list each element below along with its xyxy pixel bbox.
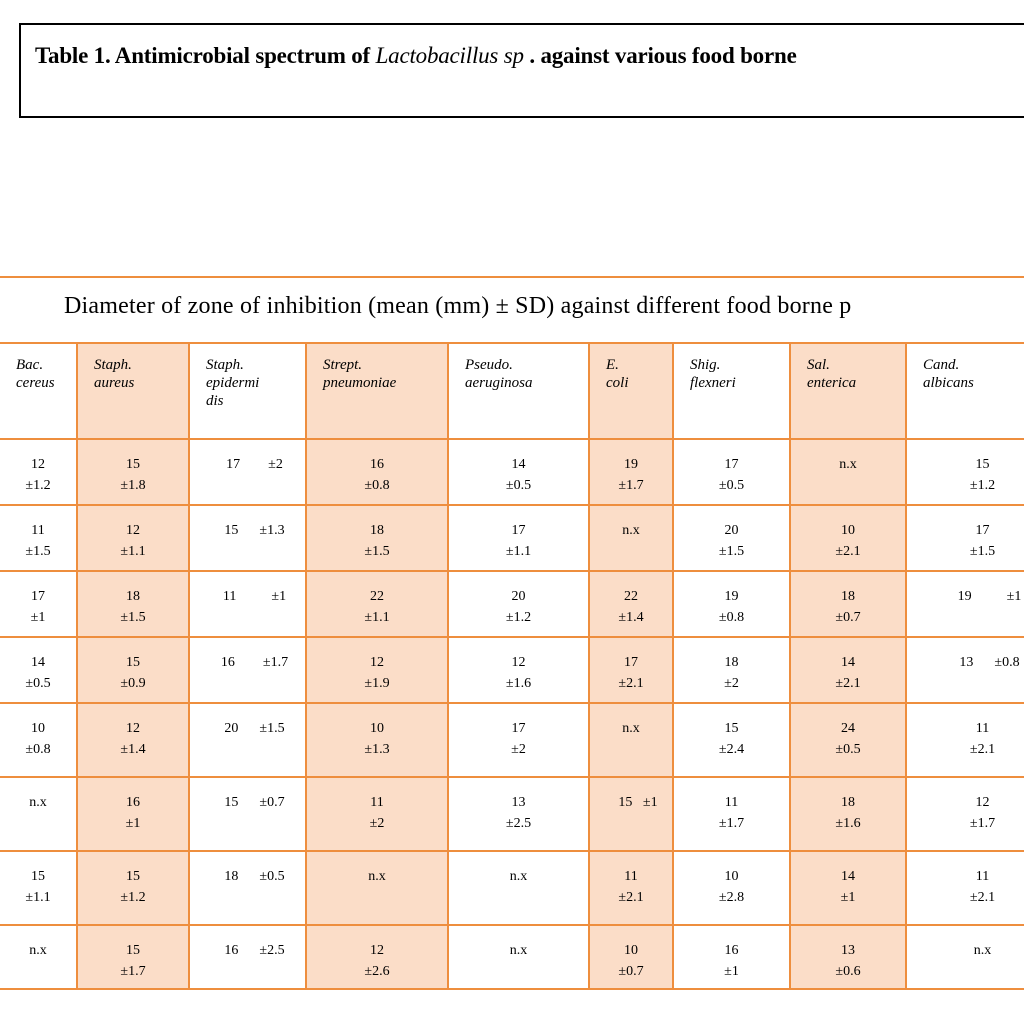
table-cell: 13 ±0.6	[790, 925, 906, 989]
table-cell: 22 ±1.1	[306, 571, 448, 637]
table-cell: n.x	[448, 851, 589, 925]
table-cell: 12 ±1.7	[906, 777, 1024, 851]
table-caption: Diameter of zone of inhibition (mean (mm) ± SD) against different food borne p	[0, 277, 1024, 343]
table-cell: 11 ±1.7	[673, 777, 790, 851]
table-cell: n.x	[790, 439, 906, 505]
column-header: E. coli	[589, 343, 673, 439]
table-cell: 15 ±1.8	[77, 439, 189, 505]
table-cell: n.x	[306, 851, 448, 925]
table-cell: 22 ±1.4	[589, 571, 673, 637]
table-row	[0, 505, 1024, 571]
table-row	[0, 925, 1024, 989]
table-cell: 20 ±1.5	[673, 505, 790, 571]
table-cell: 20 ±1.5	[189, 703, 306, 777]
column-header: Shig. flexneri	[673, 343, 790, 439]
table-cell: 14 ±0.5	[0, 637, 77, 703]
table-cell: 18 ±0.5	[189, 851, 306, 925]
table-cell: 18 ±1.5	[77, 571, 189, 637]
table-cell: 14 ±1	[790, 851, 906, 925]
table-row	[0, 637, 1024, 703]
table-row	[0, 777, 1024, 851]
table-cell: n.x	[0, 925, 77, 989]
table-cell: 11 ±2.1	[589, 851, 673, 925]
column-header: Staph. aureus	[77, 343, 189, 439]
inhibition-table-container	[0, 276, 1024, 1024]
table-cell: 16 ±2.5	[189, 925, 306, 989]
table-cell: 17 ±0.5	[673, 439, 790, 505]
table-cell: 10 ±2.8	[673, 851, 790, 925]
table-cell: 18 ±2	[673, 637, 790, 703]
table-cell: 16 ±1	[77, 777, 189, 851]
table-cell: 20 ±1.2	[448, 571, 589, 637]
table-cell: 16 ±1.7	[189, 637, 306, 703]
column-header: Cand. albicans	[906, 343, 1024, 439]
table-title-box	[19, 23, 1024, 118]
table-cell: 10 ±0.7	[589, 925, 673, 989]
table-cell: 17 ±1.1	[448, 505, 589, 571]
column-header: Bac. cereus	[0, 343, 77, 439]
title-organism: Lactobacillus sp	[375, 43, 524, 68]
table-cell: n.x	[0, 777, 77, 851]
table-row	[0, 703, 1024, 777]
table-cell: 11 ±2.1	[906, 851, 1024, 925]
table-cell: n.x	[906, 925, 1024, 989]
table-cell: 17 ±2.1	[589, 637, 673, 703]
column-header: Staph. epidermi dis	[189, 343, 306, 439]
table-cell: n.x	[589, 505, 673, 571]
table-cell: 12 ±2.6	[306, 925, 448, 989]
table-cell: 12 ±1.9	[306, 637, 448, 703]
table-cell: 15 ±1.1	[0, 851, 77, 925]
table-cell: n.x	[448, 925, 589, 989]
table-cell: 19 ±0.8	[673, 571, 790, 637]
table-cell: 15 ±0.9	[77, 637, 189, 703]
table-cell: 17 ±1	[0, 571, 77, 637]
table-cell: 11 ±1	[189, 571, 306, 637]
table-cell: 19 ±1.7	[589, 439, 673, 505]
table-row	[0, 851, 1024, 925]
table-cell: 19 ±1	[906, 571, 1024, 637]
table-cell: 15 ±0.7	[189, 777, 306, 851]
table-cell: 12 ±1.6	[448, 637, 589, 703]
table-title	[35, 43, 797, 69]
table-cell: 13 ±2.5	[448, 777, 589, 851]
table-cell: 15 ±1.7	[77, 925, 189, 989]
table-cell: 24 ±0.5	[790, 703, 906, 777]
table-row	[0, 439, 1024, 505]
table-cell: 15 ±2.4	[673, 703, 790, 777]
table-cell: 16 ±1	[673, 925, 790, 989]
table-cell: 10 ±1.3	[306, 703, 448, 777]
table-cell: 17 ±2	[448, 703, 589, 777]
table-cell: 11 ±2.1	[906, 703, 1024, 777]
table-cell: 15 ±1.2	[77, 851, 189, 925]
column-header: Strept. pneumoniae	[306, 343, 448, 439]
table-cell: n.x	[589, 703, 673, 777]
table-cell: 12 ±1.4	[77, 703, 189, 777]
table-cell: 15 ±1.3	[189, 505, 306, 571]
table-cell: 10 ±2.1	[790, 505, 906, 571]
table-cell: 15 ±1	[589, 777, 673, 851]
inhibition-table	[0, 276, 1024, 990]
table-cell: 11 ±2	[306, 777, 448, 851]
table-cell: 16 ±0.8	[306, 439, 448, 505]
caption-row	[0, 277, 1024, 343]
table-cell: 15 ±1.2	[906, 439, 1024, 505]
column-header: Pseudo. aeruginosa	[448, 343, 589, 439]
title-suffix: . against various food borne	[523, 43, 797, 68]
column-header: Sal. enterica	[790, 343, 906, 439]
table-cell: 11 ±1.5	[0, 505, 77, 571]
table-row	[0, 571, 1024, 637]
table-cell: 10 ±0.8	[0, 703, 77, 777]
table-cell: 12 ±1.1	[77, 505, 189, 571]
table-cell: 18 ±0.7	[790, 571, 906, 637]
table-cell: 17 ±2	[189, 439, 306, 505]
table-cell: 13 ±0.8	[906, 637, 1024, 703]
table-cell: 17 ±1.5	[906, 505, 1024, 571]
header-row	[0, 343, 1024, 439]
table-cell: 14 ±2.1	[790, 637, 906, 703]
table-cell: 12 ±1.2	[0, 439, 77, 505]
table-cell: 18 ±1.6	[790, 777, 906, 851]
table-cell: 18 ±1.5	[306, 505, 448, 571]
table-cell: 14 ±0.5	[448, 439, 589, 505]
title-prefix: Table 1. Antimicrobial spectrum of	[35, 43, 376, 68]
